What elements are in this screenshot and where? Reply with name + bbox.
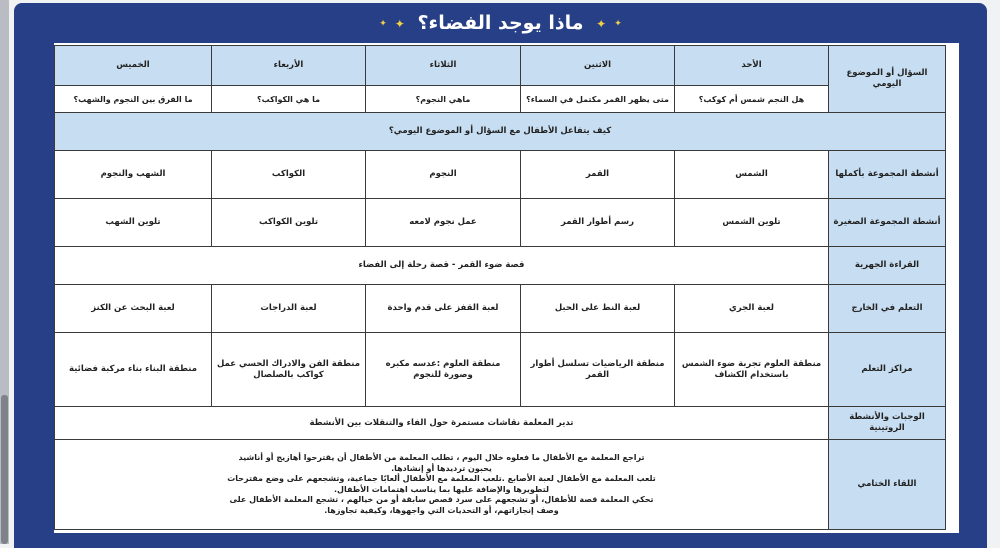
day-header: الأربعاء <box>212 46 366 86</box>
sparkle-icon: ✦ <box>614 18 622 29</box>
row-label: التعلم في الخارج <box>829 285 946 333</box>
table-cell: لعبة القفز على قدم واحدة <box>366 285 521 333</box>
table-cell: تلوين الكواكب <box>212 199 366 247</box>
day-header: الخميس <box>55 46 212 86</box>
table-cell: عمل نجوم لامعه <box>366 199 521 247</box>
table-cell: منطقة العلوم تجربة ضوء الشمس باستخدام الكشاف <box>675 333 829 407</box>
table-row <box>55 247 946 285</box>
question-cell: هل النجم شمس أم كوكب؟ <box>675 86 829 113</box>
closing-paragraph: تحكي المعلمة قصة للأطفال، أو تشجعهم على سرد قصص سابقة أو من خيالهم ، تشجع المعلمة الأطفال على وصف إنجازاتهم، أو التحديات التي واجهوها، وكيفية تجاوزها. <box>229 495 654 515</box>
table-cell: الشهب والنجوم <box>55 151 212 199</box>
row-label: الوجبات والأنشطة الروتينية <box>829 407 946 440</box>
document-page <box>14 3 987 548</box>
table-cell: لعبة البحث عن الكنز <box>55 285 212 333</box>
row-label: السؤال أو الموضوع اليومي <box>829 46 946 113</box>
table-cell: الشمس <box>675 151 829 199</box>
question-cell: متى يظهر القمر مكتمل في السماء؟ <box>521 86 675 113</box>
scrollbar-thumb[interactable] <box>1 395 8 544</box>
row-label: القراءة الجهرية <box>829 247 946 285</box>
table-cell: رسم أطوار القمر <box>521 199 675 247</box>
table-cell: قصة ضوء القمر - قصة رحلة إلى الفضاء <box>55 247 829 285</box>
table-row <box>55 440 946 530</box>
table-cell: الكواكب <box>212 151 366 199</box>
closing-paragraph: تلعب المعلمة مع الأطفال لعبة الأصابع .تلعب المعلمة مع الأطفال ألعابًا جماعية، وتشجعهم على وضع مقترحات لتطويرها والإضافة عليها بما يناسب اهتمامات الأطفال. <box>227 474 656 494</box>
table-row <box>55 407 946 440</box>
row-label: اللقاء الختامي <box>829 440 946 530</box>
question-cell: ماهي النجوم؟ <box>366 86 521 113</box>
table-cell: النجوم <box>366 151 521 199</box>
title-text: ماذا يوجد الفضاء؟ <box>417 12 584 34</box>
weekly-plan-table <box>54 45 946 530</box>
table-cell: تلوين الشمس <box>675 199 829 247</box>
table-row <box>55 333 946 407</box>
page-title <box>14 9 987 37</box>
day-header: الاثنين <box>521 46 675 86</box>
schedule-sheet <box>54 43 959 533</box>
scrollbar[interactable] <box>0 0 9 544</box>
row-label: مراكز التعلم <box>829 333 946 407</box>
sparkle-icon: ✦ <box>379 18 387 29</box>
closing-cell <box>55 440 829 530</box>
table-cell: لعبة الدراجات <box>212 285 366 333</box>
row-label: أنشطة المجموعة الصغيرة <box>829 199 946 247</box>
question-cell: ما الفرق بين النجوم والشهب؟ <box>55 86 212 113</box>
table-cell: تدير المعلمة نقاشات مستمرة حول الفاء والتنقلات بين الأنشطة <box>55 407 829 440</box>
table-row <box>55 86 946 113</box>
question-cell: ما هي الكواكب؟ <box>212 86 366 113</box>
table-cell: تلوين الشهب <box>55 199 212 247</box>
table-cell: لعبة الجري <box>675 285 829 333</box>
table-row <box>55 285 946 333</box>
table-cell: لعبة النط على الحبل <box>521 285 675 333</box>
sparkle-icon: ✦ <box>394 16 405 31</box>
row-label: أنشطة المجموعة بأكملها <box>829 151 946 199</box>
table-cell: القمر <box>521 151 675 199</box>
table-cell: منطقة العلوم :عدسه مكبره وصورة للنجوم <box>366 333 521 407</box>
closing-paragraph: تراجع المعلمة مع الأطفال ما فعلوه خلال اليوم ، تطلب المعلمة من الأطفال أن يقترحوا أهازيج أو أناشيد يحبون ترديدها أو إنشادها. <box>238 453 645 473</box>
day-header: الثلاثاء <box>366 46 521 86</box>
day-header: الأحد <box>675 46 829 86</box>
table-cell: منطقة الفن والادراك الحسي عمل كواكب بالصلصال <box>212 333 366 407</box>
table-row <box>55 151 946 199</box>
sparkle-icon: ✦ <box>596 16 607 31</box>
table-row <box>55 199 946 247</box>
interaction-question: كيف يتفاعل الأطفال مع السؤال أو الموضوع اليومي؟ <box>55 113 946 151</box>
table-cell: منطقة البناء بناء مركبة فضائية <box>55 333 212 407</box>
table-row <box>55 46 946 86</box>
table-cell: منطقة الرياضيات تسلسل أطوار القمر <box>521 333 675 407</box>
table-row <box>55 113 946 151</box>
